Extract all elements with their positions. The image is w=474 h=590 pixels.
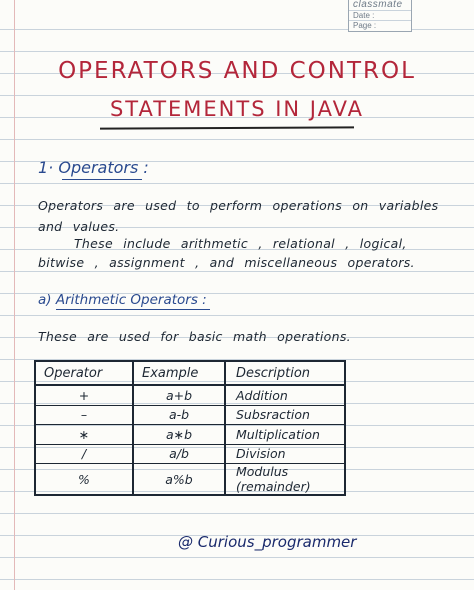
column-header: Description xyxy=(225,361,345,385)
operator-cell: % xyxy=(35,464,133,496)
subsection-intro: These are used for basic math operations. xyxy=(38,329,351,344)
example-cell: a/b xyxy=(133,444,225,464)
author-signature: @ Curious_programmer xyxy=(178,533,357,551)
table-row xyxy=(35,405,345,425)
page-title-line2: STATEMENTS IN JAVA xyxy=(109,97,365,121)
description-cell: Division xyxy=(225,444,345,464)
column-header: Operator xyxy=(35,361,133,385)
paragraph-line: and values. xyxy=(38,219,120,234)
table-row xyxy=(35,385,345,405)
table-row xyxy=(35,425,345,445)
table-header-row xyxy=(35,361,345,385)
operator-cell: + xyxy=(35,385,133,405)
example-cell: a-b xyxy=(133,405,225,425)
page-label: Page : xyxy=(349,20,411,30)
notebook-brand-box xyxy=(348,0,412,32)
operator-cell: – xyxy=(35,405,133,425)
description-cell: Subsraction xyxy=(225,405,345,425)
paragraph-line: Operators are used to perform operations on variables xyxy=(38,198,439,213)
paragraph-line: bitwise , assignment , and miscellaneous operators. xyxy=(38,255,415,270)
example-cell: a∗b xyxy=(133,425,225,445)
date-label: Date : xyxy=(349,10,411,20)
brand-name: classmate xyxy=(353,0,403,10)
table-row xyxy=(35,464,345,496)
operator-cell: ∗ xyxy=(35,425,133,445)
column-header: Example xyxy=(133,361,225,385)
subsection-heading: a) Arithmetic Operators : xyxy=(38,292,207,308)
description-cell: Multiplication xyxy=(225,425,345,445)
subsection-heading-underline xyxy=(56,309,210,310)
arithmetic-operators-table xyxy=(34,360,346,496)
section-heading-underline xyxy=(62,179,142,180)
section-heading: 1· Operators : xyxy=(38,158,149,177)
title-underline xyxy=(100,126,354,129)
description-cell: Modulus (remainder) xyxy=(225,464,345,496)
paragraph-line: These include arithmetic , relational , logical, xyxy=(74,236,407,251)
description-cell: Addition xyxy=(225,385,345,405)
example-cell: a+b xyxy=(133,385,225,405)
table-row xyxy=(35,444,345,464)
margin-line xyxy=(14,0,15,590)
example-cell: a%b xyxy=(133,464,225,496)
operator-cell: / xyxy=(35,444,133,464)
page-title-line1: OPERATORS AND CONTROL xyxy=(58,58,416,84)
